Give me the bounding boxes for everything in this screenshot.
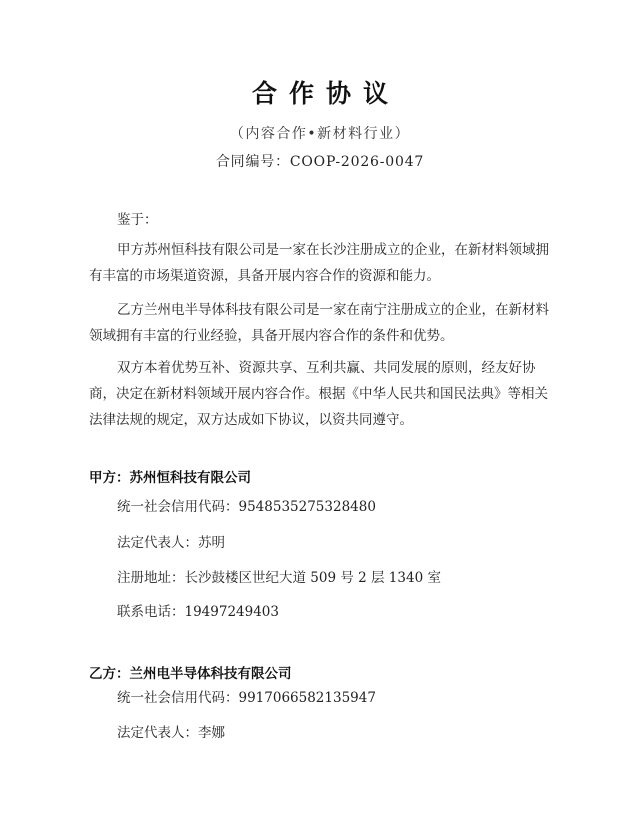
whereas-heading (89, 207, 554, 233)
document-title: 合作协议 (251, 79, 400, 108)
document-subtitle: （内容合作•新材料行业） (229, 126, 411, 142)
preamble-paragraph-2 (89, 297, 554, 349)
party-b-credit-code: 统一社会信用代码：9917066582135947 (117, 690, 376, 706)
party-b-heading: 乙方：兰州电半导体科技有限公司 (89, 666, 292, 682)
party-a-address: 注册地址：长沙鼓楼区世纪大道 509 号 2 层 1340 室 (117, 570, 441, 586)
party-a-heading: 甲方：苏州恒科技有限公司 (89, 470, 251, 486)
paragraph-text: 双方本着优势互补、资源共享、互利共赢、共同发展的原则，经友好协商，决定在新材料领域开展内容合作。根据《中华人民共和国民法典》等相关法律法规的规定，双方达成如下协议，以资共同遵守。 (89, 360, 548, 428)
paragraph-text: 乙方兰州电半导体科技有限公司是一家在南宁注册成立的企业，在新材料领域拥有丰富的行业经验，具备开展内容合作的条件和优势。 (89, 302, 549, 344)
preamble-paragraph-3 (89, 355, 554, 433)
contract-number: 合同编号：COOP-2026-0047 (215, 154, 425, 170)
party-a-phone: 联系电话：19497249403 (117, 604, 279, 620)
party-a-credit-code: 统一社会信用代码：9548535275328480 (117, 499, 376, 515)
party-a-legal-representative: 法定代表人：苏明 (117, 535, 225, 551)
party-b-legal-representative: 法定代表人：李娜 (117, 725, 225, 741)
preamble-paragraph-1 (89, 237, 554, 289)
paragraph-text: 甲方苏州恒科技有限公司是一家在长沙注册成立的企业，在新材料领域拥有丰富的市场渠道资源，具备开展内容合作的资源和能力。 (89, 242, 549, 284)
whereas-label: 鉴于： (117, 212, 158, 228)
